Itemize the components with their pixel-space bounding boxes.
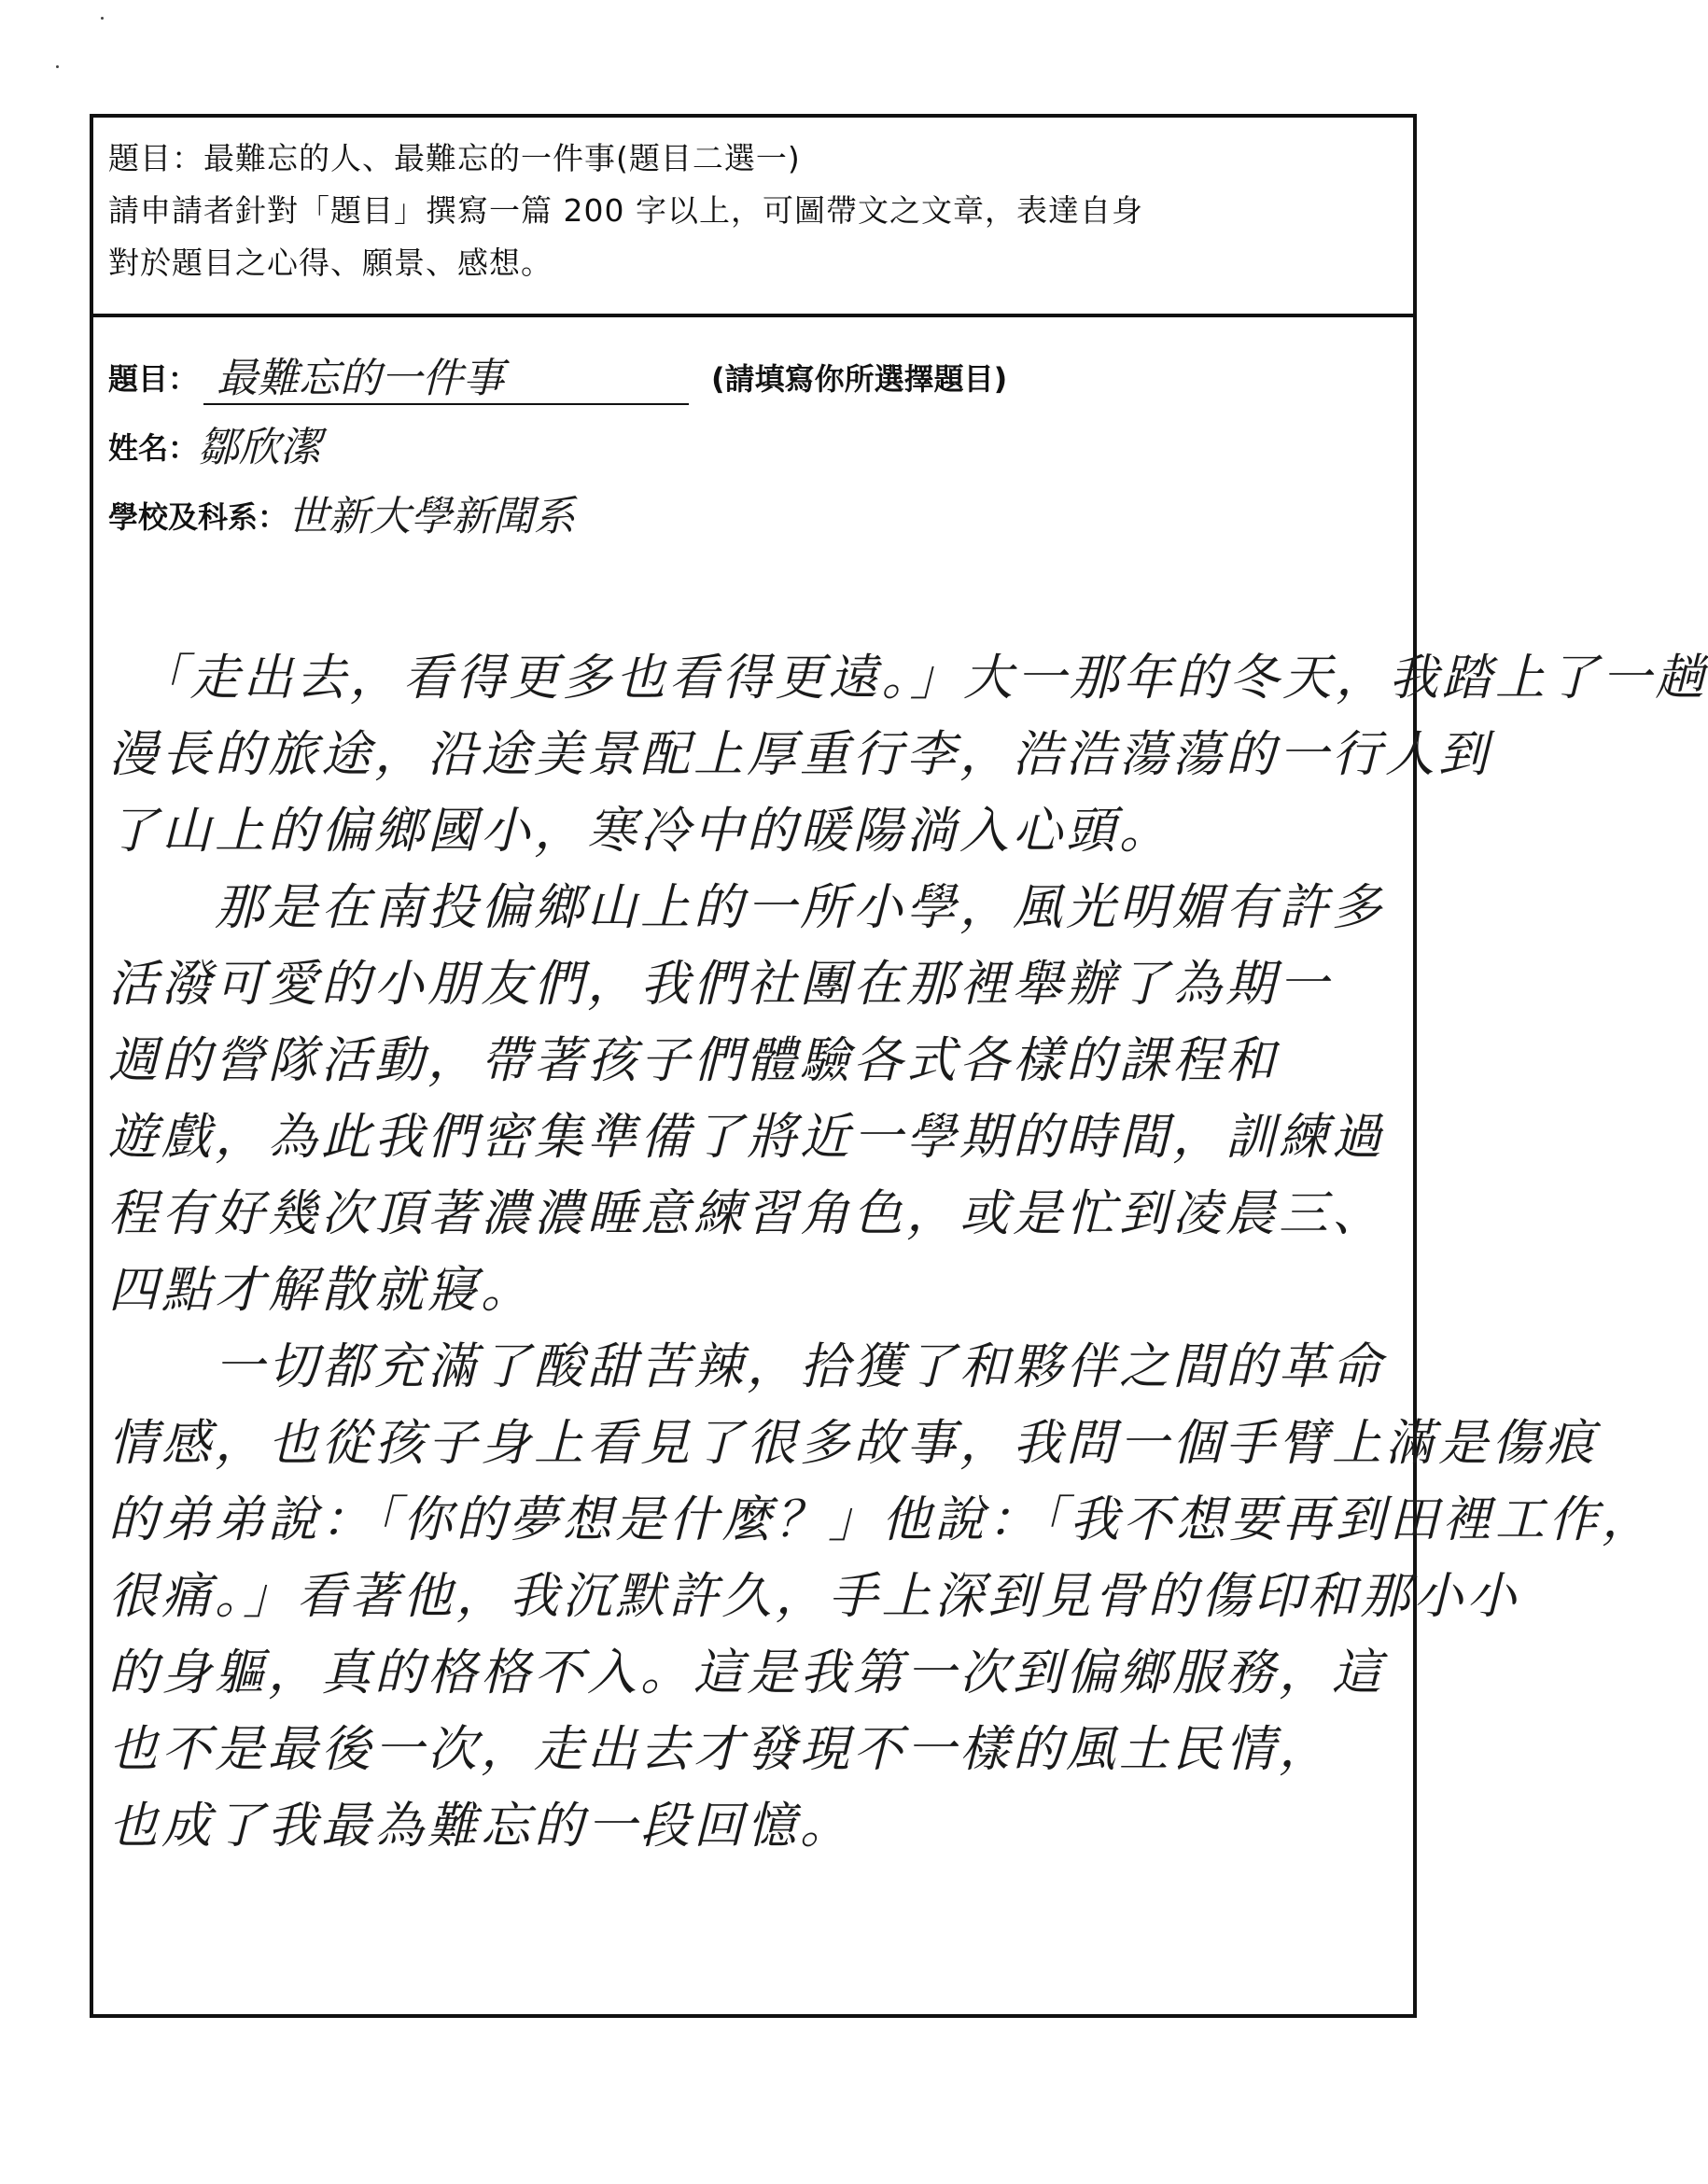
topic-label: 題目： (108, 361, 199, 397)
essay-line: 那是在南投偏鄉山上的一所小學，風光明媚有許多 (108, 879, 1385, 936)
prompt-instruction-continued: 對於題目之心得、願景、感想。 (108, 245, 553, 281)
essay-line: 週的營隊活動，帶著孩子們體驗各式各樣的課程和 (108, 1032, 1279, 1089)
essay-line: 也成了我最為難忘的一段回憶。 (108, 1798, 853, 1855)
application-form (90, 114, 1708, 2018)
essay-line: 了山上的偏鄉國小，寒冷中的暖陽淌入心頭。 (108, 803, 1172, 860)
prompt-title: 題目：最難忘的人、最難忘的一件事(題目二選一) (108, 140, 801, 176)
essay-line: 的弟弟說：「你的夢想是什麼？」他說：「我不想要再到田裡工作， (108, 1491, 1655, 1548)
essay-line: 活潑可愛的小朋友們，我們社團在那裡舉辦了為期一 (108, 956, 1332, 1013)
essay-line: 也不是最後一次，走出去才發現不一樣的風土民情， (108, 1721, 1332, 1778)
essay-line: 一切都充滿了酸甜苦辣，拾獲了和夥伴之間的革命 (108, 1338, 1385, 1395)
essay-line: 遊戲，為此我們密集準備了將近一學期的時間，訓練過 (108, 1109, 1385, 1166)
topic-row (108, 336, 1396, 405)
scan-speck (56, 65, 59, 68)
applicant-info (108, 336, 1396, 543)
topic-value: 最難忘的一件事 (217, 355, 505, 402)
essay-line: 的身軀，真的格格不入。這是我第一次到偏鄉服務，這 (108, 1645, 1385, 1701)
prompt-section (93, 118, 1413, 317)
school-row (108, 474, 1396, 543)
school-label: 學校及科系： (108, 499, 288, 535)
name-label: 姓名： (108, 430, 199, 466)
essay-line: 程有好幾次頂著濃濃睡意練習角色，或是忙到凌晨三、 (108, 1185, 1385, 1242)
name-row (108, 405, 1396, 474)
topic-hint: (請填寫你所選擇題目) (711, 361, 1008, 397)
essay-line: 漫長的旅途，沿途美景配上厚重行李，浩浩蕩蕩的一行人到 (108, 726, 1491, 783)
prompt-instruction: 請申請者針對「題目」撰寫一篇 200 字以上，可圖帶文之文章，表達自身 (108, 192, 1143, 229)
scan-speck (101, 17, 104, 20)
essay-line: 情感，也從孩子身上看見了很多故事，我問一個手臂上滿是傷痕 (108, 1415, 1598, 1472)
essay-line: 很痛。」看著他，我沉默許久，手上深到見骨的傷印和那小小 (108, 1568, 1520, 1625)
school-value: 世新大學新聞系 (287, 493, 576, 540)
essay-line: 四點才解散就寢。 (108, 1262, 534, 1319)
essay-body (108, 640, 1708, 1865)
topic-field (203, 353, 689, 405)
name-value: 鄒欣潔 (198, 424, 322, 471)
essay-line: 「走出去，看得更多也看得更遠。」大一那年的冬天，我踏上了一趟 (108, 650, 1708, 707)
